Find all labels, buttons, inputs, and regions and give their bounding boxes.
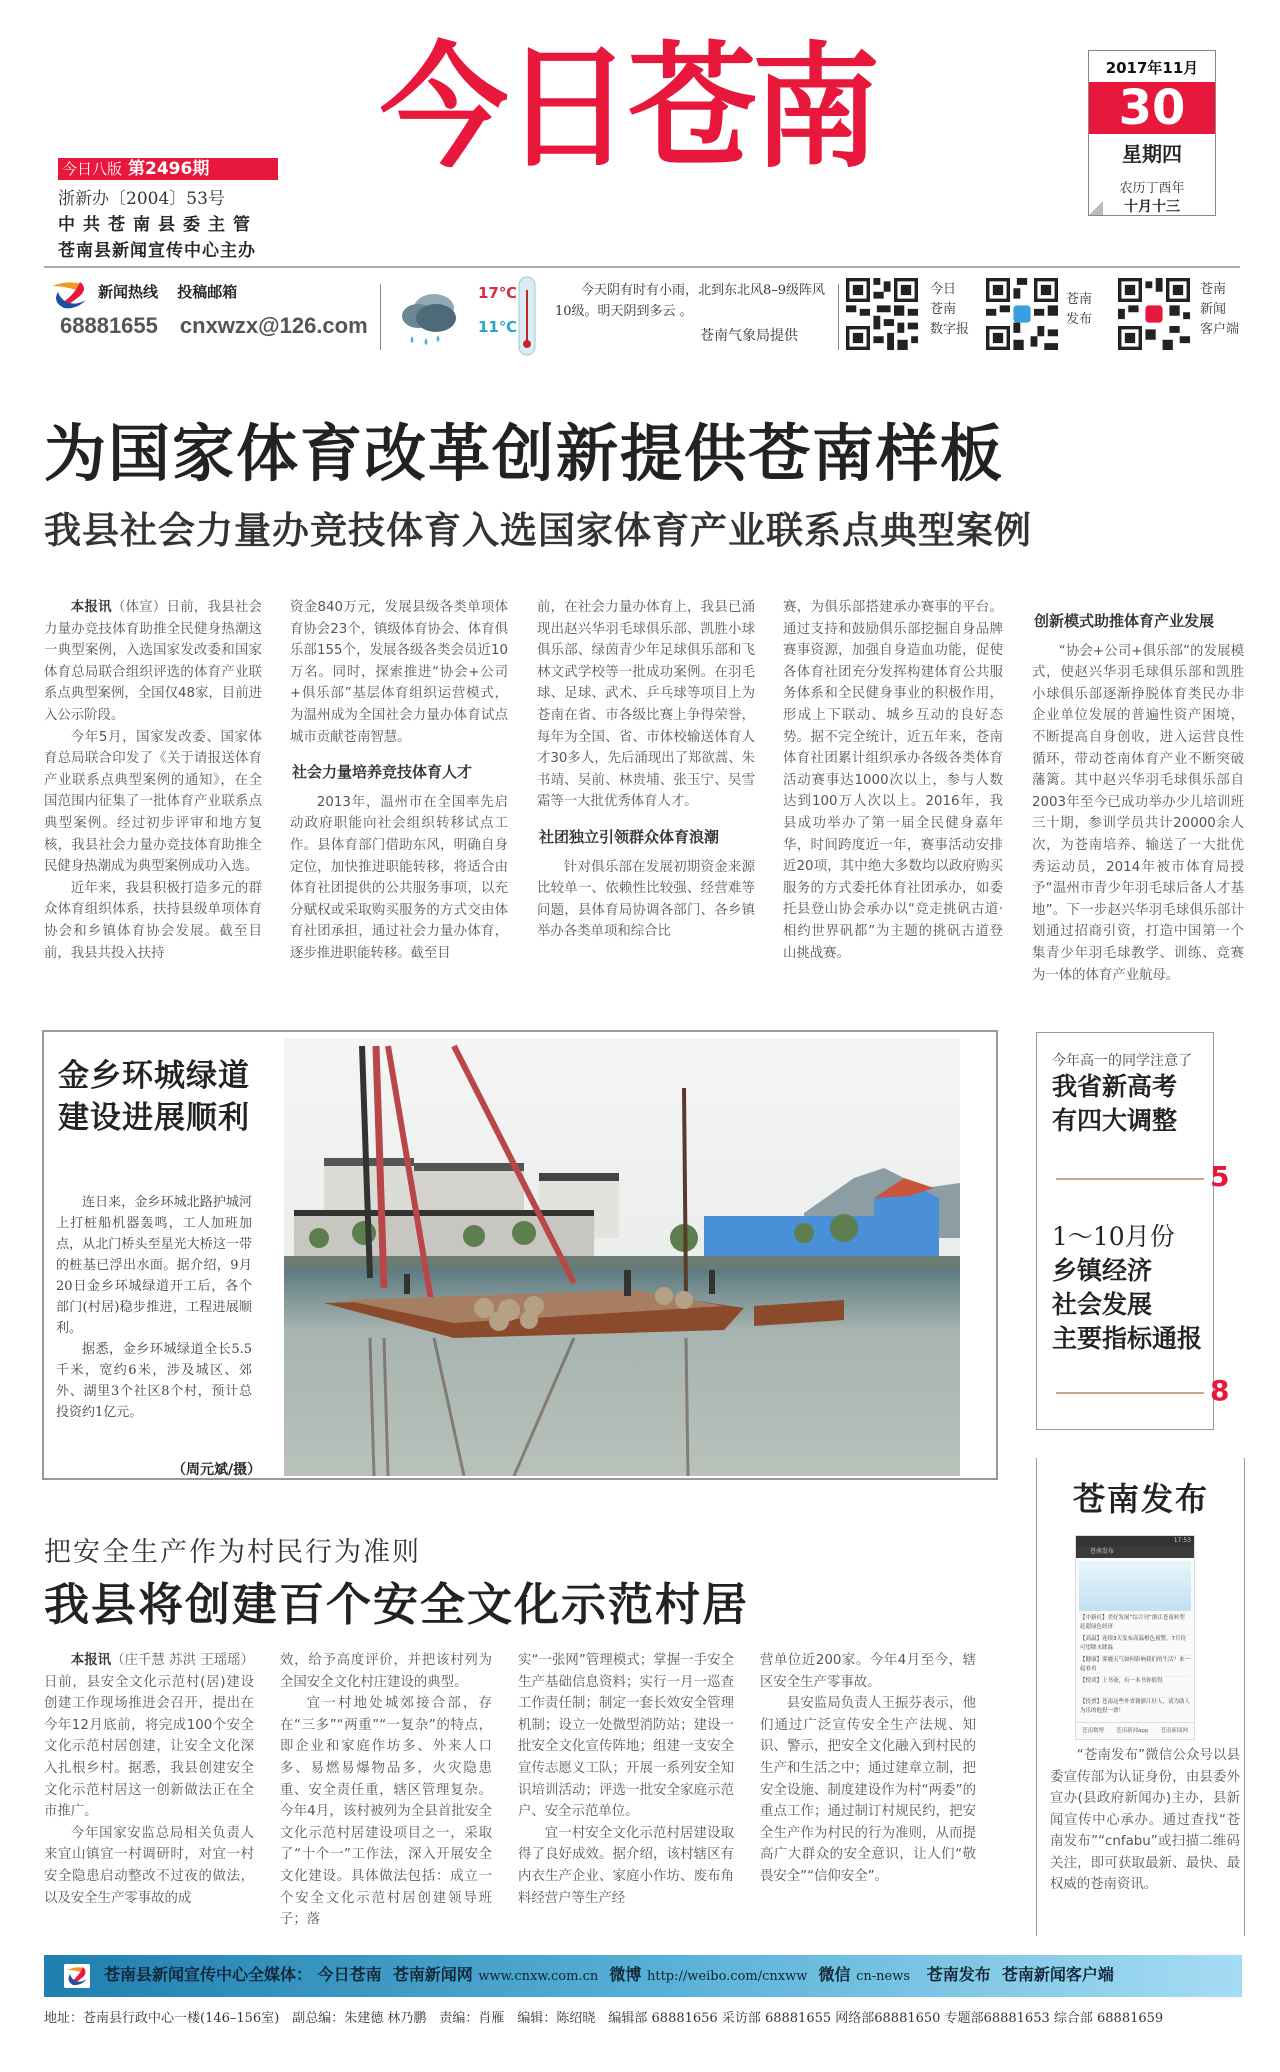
thermometer-icon — [518, 276, 536, 356]
calendar-lunar-year: 农历丁酉年 — [1119, 181, 1185, 196]
phone-tab: 苍南新闻网 — [1160, 1728, 1188, 1734]
divider — [838, 284, 839, 350]
index-title-line: 1～10月份 — [1052, 1222, 1175, 1251]
lead-article-column-3 — [537, 597, 755, 943]
byline-source: （庄千慧 苏洪 王瑶瑶） — [111, 1653, 255, 1668]
phone-banner-image — [1079, 1561, 1191, 1611]
index-title-line: 主要指标通报 — [1052, 1324, 1203, 1353]
index-title-line: 有四大调整 — [1052, 1106, 1178, 1135]
qr-label-line: 苍南 — [1066, 292, 1093, 307]
paragraph: 效，给予高度评价，并把该村列为全国安全文化村庄建设的典型。 — [280, 1653, 492, 1690]
date-calendar — [1088, 50, 1216, 216]
paragraph: 前，在社会力量办体育上，我县已涌现出赵兴华羽毛球俱乐部、凯胜小球俱乐部、绿茵青少年足球俱乐部和飞林文武学校等一批成功案例。在羽毛球、足球、武术、乒乓球等项目上为苍南在省、市各级比赛上争得荣誉，每年为全国、省、市体校输送体育人才30多人，先后涌现出了郑欲蒿、朱书靖、吴前、林贵埔、张玉宁、吴雪霜等一大批优秀体育人才。 — [537, 600, 755, 810]
contact-labels — [98, 281, 237, 302]
lead-headline[interactable]: 为国家体育改革创新提供苍南样板 — [44, 417, 1005, 490]
phone-tab-bar — [1076, 1722, 1194, 1734]
lead-article-column-5 — [1032, 597, 1244, 986]
index-page-number[interactable]: 8 — [1210, 1374, 1230, 1407]
phone-tab: 苍南微博 — [1082, 1728, 1105, 1734]
lead-article-column-2 — [290, 597, 508, 965]
phone-article: 【健康】雾霾天气如何影响我们的生活？来一起看看 — [1080, 1656, 1190, 1677]
paragraph: 今年5月，国家发改委、国家体育总局联合印发了《关于请报送体育产业联系点典型案例的通知》，在全国范围内征集了一批体育产业联系点典型案例。经过初步评审和地方复核，我县社会力量办竞技体育助推全民健身热潮成为典型案例成功入选。 — [44, 729, 262, 875]
section-title: 社团独立引领群众体育浪潮 — [539, 827, 720, 846]
paragraph: 2013年，温州市在全国率先启动政府职能向社会组织转移试点工作。县体育部门借助东风，明确自身定位，加快推进职能转移，将适合由体育社团提供的公共服务事项，以充分赋权或采取购买服务的方式交由体育社团承担，通过社会力量办体育，逐步推进职能转移。截至目 — [290, 794, 508, 961]
qr-label-fabu — [1066, 290, 1092, 330]
rain-cloud-icon — [398, 288, 462, 350]
issue-number: 第2496期 — [128, 159, 210, 179]
qr-label-line: 新闻 — [1200, 302, 1227, 317]
safety-kicker: 把安全生产作为村民行为准则 — [44, 1537, 421, 1568]
byline-source: （体宣） — [111, 600, 167, 615]
paragraph: “苍南发布”微信公众号以县委宣传部为认证身份，由县委外宣办(县政府新闻办)主办，县新闻宣传中心承办。通过查找“苍南发布”“cnfabu”或扫描二维码关注，即可获取最新、最快、最权威的苍南资讯。 — [1050, 1748, 1240, 1892]
pile-driver-barge-photo[interactable] — [284, 1038, 960, 1476]
news-center-logo-icon — [50, 280, 90, 310]
index-item-page-8[interactable] — [1052, 1220, 1202, 1356]
index-page-number[interactable]: 5 — [1210, 1160, 1230, 1193]
paragraph: 赛，为俱乐部搭建承办赛事的平台。通过支持和鼓励俱乐部挖掘自身品牌赛事资源，加强自身造血功能，促使各体育社团充分发挥构建体育公共服务体系和全民健身事业的积极作用，形成上下联动、城乡互动的良好态势。据不完全统计，近五年来，苍南体育社团累计组织承办各级各类体育活动赛事达1000次以上，参与人数达到100万人次以上。2016年，我县成功举办了第一届全民健身嘉年华，时间跨度近一年，赛事活动安排近20项，其中绝大多数均以政府购买服务的方式委托体育社团承办，如委托县登山协会承办以“竞走挑矾古道·相约世界矾都”为主题的挑矾古道登山挑战赛。 — [783, 600, 1003, 961]
sponsor-line: 苍南县新闻宣传中心主办 — [58, 241, 256, 261]
index-kicker: 今年高一的同学注意了 — [1052, 1053, 1192, 1069]
photo-story-headline[interactable] — [58, 1055, 250, 1139]
lead-article-column-1 — [44, 597, 262, 964]
qr-label-digital-paper — [930, 280, 969, 340]
headline-line: 金乡环城绿道 — [58, 1058, 250, 1094]
fabu-description — [1050, 1745, 1240, 1896]
temperature-low: 11℃ — [478, 318, 518, 336]
phone-article-list — [1076, 1614, 1194, 1719]
qr-label-line: 苍南 — [1200, 282, 1227, 297]
paragraph-text: 日前，县安全文化示范村(居)建设创建工作现场推进会召开，提出在今年12月底前，将完成100个安全文化示范村居创建，让安全文化深入扎根乡村。据悉，我县创建安全文化示范村居这一创新做法正在全市推广。 — [44, 1674, 254, 1820]
supervisor-line: 中共苍南县委主管 — [58, 215, 258, 235]
paragraph-text: 日前，我县社会力量办竞技体育助推全民健身热潮这一典型案例，入选国家发改委和国家体育总局联合组织评选的体育产业联系点典型案例，全国仅48家，目前进入公示阶段。 — [44, 600, 263, 723]
paragraph: 实“一张网”管理模式；掌握一手安全生产基础信息资料；实行一月一巡查工作责任制；制定一套长效安全管理机制；设立一处微型消防站；建设一批安全文化宣传阵地；组建一支安全宣传志愿义工队；开展一系列安全知识培训活动；评选一批安全家庭示范户、安全示范单位。 — [518, 1653, 734, 1820]
hotline-number[interactable]: 68881655 — [60, 313, 158, 338]
email-label: 投稿邮箱 — [177, 283, 238, 301]
paragraph: 县安监局负责人王振芬表示，他们通过广泛宣传安全生产法规、知识、警示，把安全文化融入到村民的生产和生活之中；通过建章立制，把安全设施、制度建设作为村“两委”的重点工作；通过制订村规民约，把安全生产作为村民的行为准则，从而提高广大群众的安全意识，让人们“敬畏安全”“信仰安全”。 — [760, 1696, 976, 1884]
registration-number: 浙新办〔2004〕53号 — [58, 189, 225, 209]
qr-label-line: 数字报 — [930, 322, 970, 337]
submission-email[interactable]: cnxwzx@126.com — [179, 313, 368, 338]
index-title-line: 社会发展 — [1052, 1290, 1153, 1319]
qr-label-line: 苍南 — [930, 302, 957, 317]
index-rule — [1056, 1392, 1204, 1394]
weather-source: 苍南气象局提供 — [700, 328, 798, 344]
section-title: 创新模式助推体育产业发展 — [1034, 612, 1215, 630]
phone-app-header: 苍南发布 — [1076, 1546, 1194, 1558]
paragraph — [44, 1650, 254, 1823]
paragraph: 今年国家安监总局相关负责人来宜山镇宜一村调研时，对宜一村安全隐患启动整改不过夜的做法，以及安全生产零事故的成 — [44, 1825, 254, 1906]
phone-article: 【中新社】美好发展“综合刊”浙江苍南转型赶超绿色经济 — [1080, 1614, 1190, 1635]
footer-media-item[interactable]: 微信 — [818, 1965, 851, 1984]
footer-media-url[interactable]: www.cnxw.com.cn — [478, 1969, 599, 1984]
page-fold-icon — [1089, 201, 1103, 215]
paragraph: 宜一村地处城郊接合部，存在“三多”“两重”“一复杂”的特点，即企业和家庭作坊多、外来人口多、易燃易爆物品多，火灾隐患重、安全责任重，辖区管理复杂。今年4月，该村被列为全县首批安全文化示范村居建设项目之一，采取了“十个一”工作法，深入开展安全文化建设。具体做法包括：成立一个安全文化示范村居创建领导班子；落 — [280, 1696, 492, 1928]
paragraph: 近年来，我县积极打造多元的群众体育组织体系，扶持县级单项体育协会和乡镇体育协会发展。截至目前，我县共投入扶持 — [44, 880, 262, 961]
calendar-day: 30 — [1089, 82, 1215, 134]
caption-paragraph: 连日来，金乡环城北路护城河上打桩船机器轰鸣，工人加班加点，从北门桥头至星光大桥这一带的桩基已浮出水面。据介绍，9月20日金乡环城绿道开工后，各个部门(村居)稳步推进，工程进展顺利。 — [56, 1195, 252, 1336]
news-center-logo-icon — [64, 1964, 90, 1988]
calendar-lunar-day: 十月十三 — [1124, 199, 1180, 215]
footer-media-item[interactable]: 今日苍南 — [317, 1965, 382, 1984]
safety-column-1 — [44, 1650, 254, 1909]
index-item-page-5[interactable] — [1052, 1070, 1177, 1138]
byline: 本报讯 — [70, 1653, 112, 1668]
headline-line: 建设进展顺利 — [58, 1100, 250, 1136]
footer-staff-info: 地址：苍南县行政中心一楼(146–156室) 副总编：朱建德 林乃鹏 责编：肖雁 编辑：陈绍晓 编辑部 68881656 采访部 68881655 网络部68881650 专题部68881653 综合部 68881659 — [44, 2011, 1164, 2026]
footer-media-url[interactable]: http://weibo.com/cnxww — [646, 1969, 808, 1984]
phone-status-bar: 17:53 — [1076, 1536, 1194, 1546]
index-title-line: 乡镇经济 — [1052, 1256, 1153, 1285]
paragraph: 营单位近200家。今年4月至今，辖区安全生产零事故。 — [760, 1653, 976, 1690]
phone-article: 【投票】苍南这些外省籍浙江好人，请为助人为乐的他投一票！ — [1080, 1699, 1190, 1714]
contact-values — [60, 313, 390, 339]
qr-label-line: 客户端 — [1200, 322, 1240, 337]
lead-article-column-4 — [783, 597, 1003, 964]
safety-headline[interactable]: 我县将创建百个安全文化示范村居 — [44, 1578, 750, 1631]
divider — [1036, 1458, 1037, 1936]
qr-code-fabu-icon[interactable] — [986, 278, 1058, 350]
fabu-phone-screenshot — [1075, 1535, 1195, 1740]
hotline-label: 新闻热线 — [98, 283, 159, 301]
fabu-title: 苍南发布 — [1073, 1480, 1210, 1518]
footer-media-item[interactable]: 苍南新闻网 — [392, 1965, 473, 1984]
caption-paragraph: 据悉，金乡环城绿道全长5.5千米，宽约6米，涉及城区、郊外、湖里3个社区8个村，预计总投资约1亿元。 — [56, 1342, 252, 1420]
qr-label-line: 今日 — [930, 282, 957, 297]
temperature-high: 17℃ — [478, 284, 518, 302]
footer-media-item[interactable]: 微博 — [609, 1965, 642, 1984]
byline: 本报讯 — [70, 600, 112, 615]
paragraph: “协会+公司+俱乐部”的发展模式，使赵兴华羽毛球俱乐部和凯胜小球俱乐部逐渐挣脱体育类民办非企业单位发展的普遍性资产困境，不断提高自身创收，进入运营良性循环，带动苍南体育产业不断突破藩篱。其中赵兴华羽毛球俱乐部自2003年至今已成功举办少儿培训班三十期，参训学员共计20000余人次，为苍南培养、输送了一大批优秀运动员，2014年被市体育局授予“温州市青少年羽毛球后备人才基地”。下一步赵兴华羽毛球俱乐部计划通过招商引资，打造中国第一个集青少年羽毛球教学、训练、竞赛为一体的体育产业航母。 — [1032, 643, 1244, 983]
section-title: 社会力量培养竞技体育人才 — [292, 763, 473, 782]
edition-bar — [58, 158, 278, 180]
photo-caption — [56, 1192, 252, 1423]
calendar-weekday: 星期四 — [1122, 142, 1182, 166]
phone-article: 【悦读】上书斋，有一本书你值得 — [1080, 1677, 1190, 1698]
divider — [1244, 1458, 1245, 1936]
qr-label-line: 发布 — [1066, 312, 1093, 327]
qr-label-news-app — [1200, 280, 1239, 340]
newspaper-title: 今日苍南 — [380, 30, 877, 187]
qr-code-digital-paper-icon[interactable] — [846, 278, 918, 350]
divider — [380, 284, 381, 350]
safety-column-2 — [280, 1650, 492, 1931]
paragraph: 宜一村安全文化示范村居建设取得了良好成效。据介绍，该村辖区有内衣生产企业、家庭小作坊、废布角料经营户等生产经 — [518, 1825, 734, 1906]
lead-subheadline: 我县社会力量办竞技体育入选国家体育产业联系点典型案例 — [44, 508, 1032, 552]
edition-count: 今日八版 — [62, 160, 123, 178]
safety-column-4 — [760, 1650, 976, 1888]
paragraph: 资金840万元，发展县级各类单项体育协会23个，镇级体育协会、体育俱乐部155个，发展各级各类会员近10万名。同时，探索推进“协会+公司+俱乐部”基层体育组织运营模式，为温州成为全国社会力量办体育试点城市贡献苍南智慧。 — [290, 600, 508, 745]
photo-credit: （周元斌/摄） — [172, 1462, 262, 1478]
qr-code-news-app-icon[interactable] — [1118, 278, 1190, 350]
paragraph — [44, 597, 262, 727]
phone-tab: 苍南新闻app — [1116, 1728, 1149, 1734]
phone-article: 【高温】连续3天发布高温橙色预警，7月份可望降水降温 — [1080, 1635, 1190, 1656]
index-title-line: 我省新高考 — [1052, 1072, 1178, 1101]
weather-forecast: 今天阴有时有小雨，北到东北风8–9级阵风10级。明天阴到多云 。 — [555, 283, 826, 319]
footer-media-label: 苍南县新闻宣传中心全媒体： — [104, 1965, 313, 1984]
footer-media-item[interactable]: 苍南新闻客户端 — [1001, 1965, 1114, 1984]
footer-media-list — [104, 1962, 1114, 1985]
calendar-year-month: 2017年11月 — [1105, 59, 1199, 77]
index-rule — [1056, 1178, 1204, 1180]
paragraph: 针对俱乐部在发展初期资金来源比较单一、依赖性比较强、经营难等问题，县体育局协调各部门、各乡镇举办各类单项和综合比 — [537, 859, 755, 940]
divider — [44, 266, 1240, 268]
footer-media-url[interactable]: cn-news — [856, 1969, 911, 1984]
safety-column-3 — [518, 1650, 734, 1909]
footer-media-item[interactable]: 苍南发布 — [926, 1965, 991, 1984]
